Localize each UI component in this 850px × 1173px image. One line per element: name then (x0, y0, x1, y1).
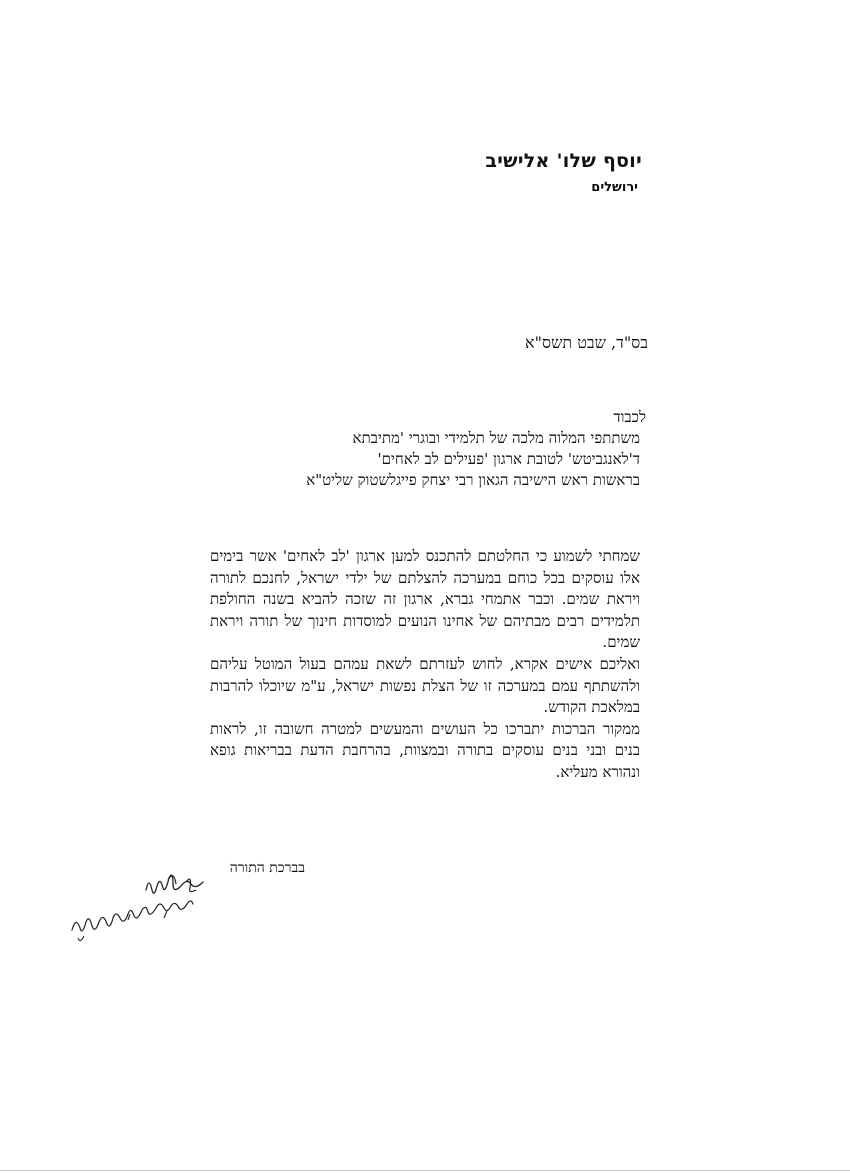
addressee-line: ד'לאנגביטש' לטובת ארגון 'פעילים לב לאחים' (377, 450, 640, 468)
letterhead-city: ירושלים (591, 180, 638, 195)
addressee-line: בראשות ראש הישיבה הגאון רבי יצחק פייגלשטוק שליט"א (306, 471, 640, 489)
addressee-line: משתתפי המלוה מלכה של תלמידי ובוגרי 'מתיבתא (352, 429, 640, 447)
salutation: לכבוד (613, 408, 646, 426)
body-paragraph: שמחתי לשמוע כי החלטתם להתכנס למען ארגון 'לב לאחים' אשר בימים אלו עוסקים בכל כוחם במערכה להצלתם של ילדי ישראל, לחנכם לתורה ויראת שמים. וכבר אתמחי גברא, ארגון זה שזכה להביא בשנה החולפת תלמידים רבים מבתיהם של אחינו הנועים למוסדות חינוך של תורה ויראת שמים. (210, 547, 640, 652)
addressee-block (220, 428, 640, 491)
letter-body (210, 546, 640, 784)
handwritten-signature (68, 868, 228, 948)
letterhead-name: יוסף שלו' אלישיב (485, 150, 642, 172)
body-paragraph: ממקור הברכות יתברכו כל העושים והמעשים למטרה חשובה זו, לראות בנים ובני בנים עוסקים בתורה ובמצוות, בהרחבת הדעת בבריאות גופא ונהורא מעליא. (210, 719, 640, 781)
body-paragraph: ואליכם אישים אקרא, לחוש לעזרתם לשאת עמהם בעול המוטל עליהם ולהשתתף עמם במערכה זו של הצלת נפשות ישראל, ע"מ שיוכלו להרבות במלאכת הקודש. (210, 654, 640, 717)
scan-edge-line (0, 1170, 850, 1171)
closing-blessing: בברכת התורה (229, 860, 305, 876)
date-line: בס"ד, שבט תשס"א (525, 333, 648, 352)
